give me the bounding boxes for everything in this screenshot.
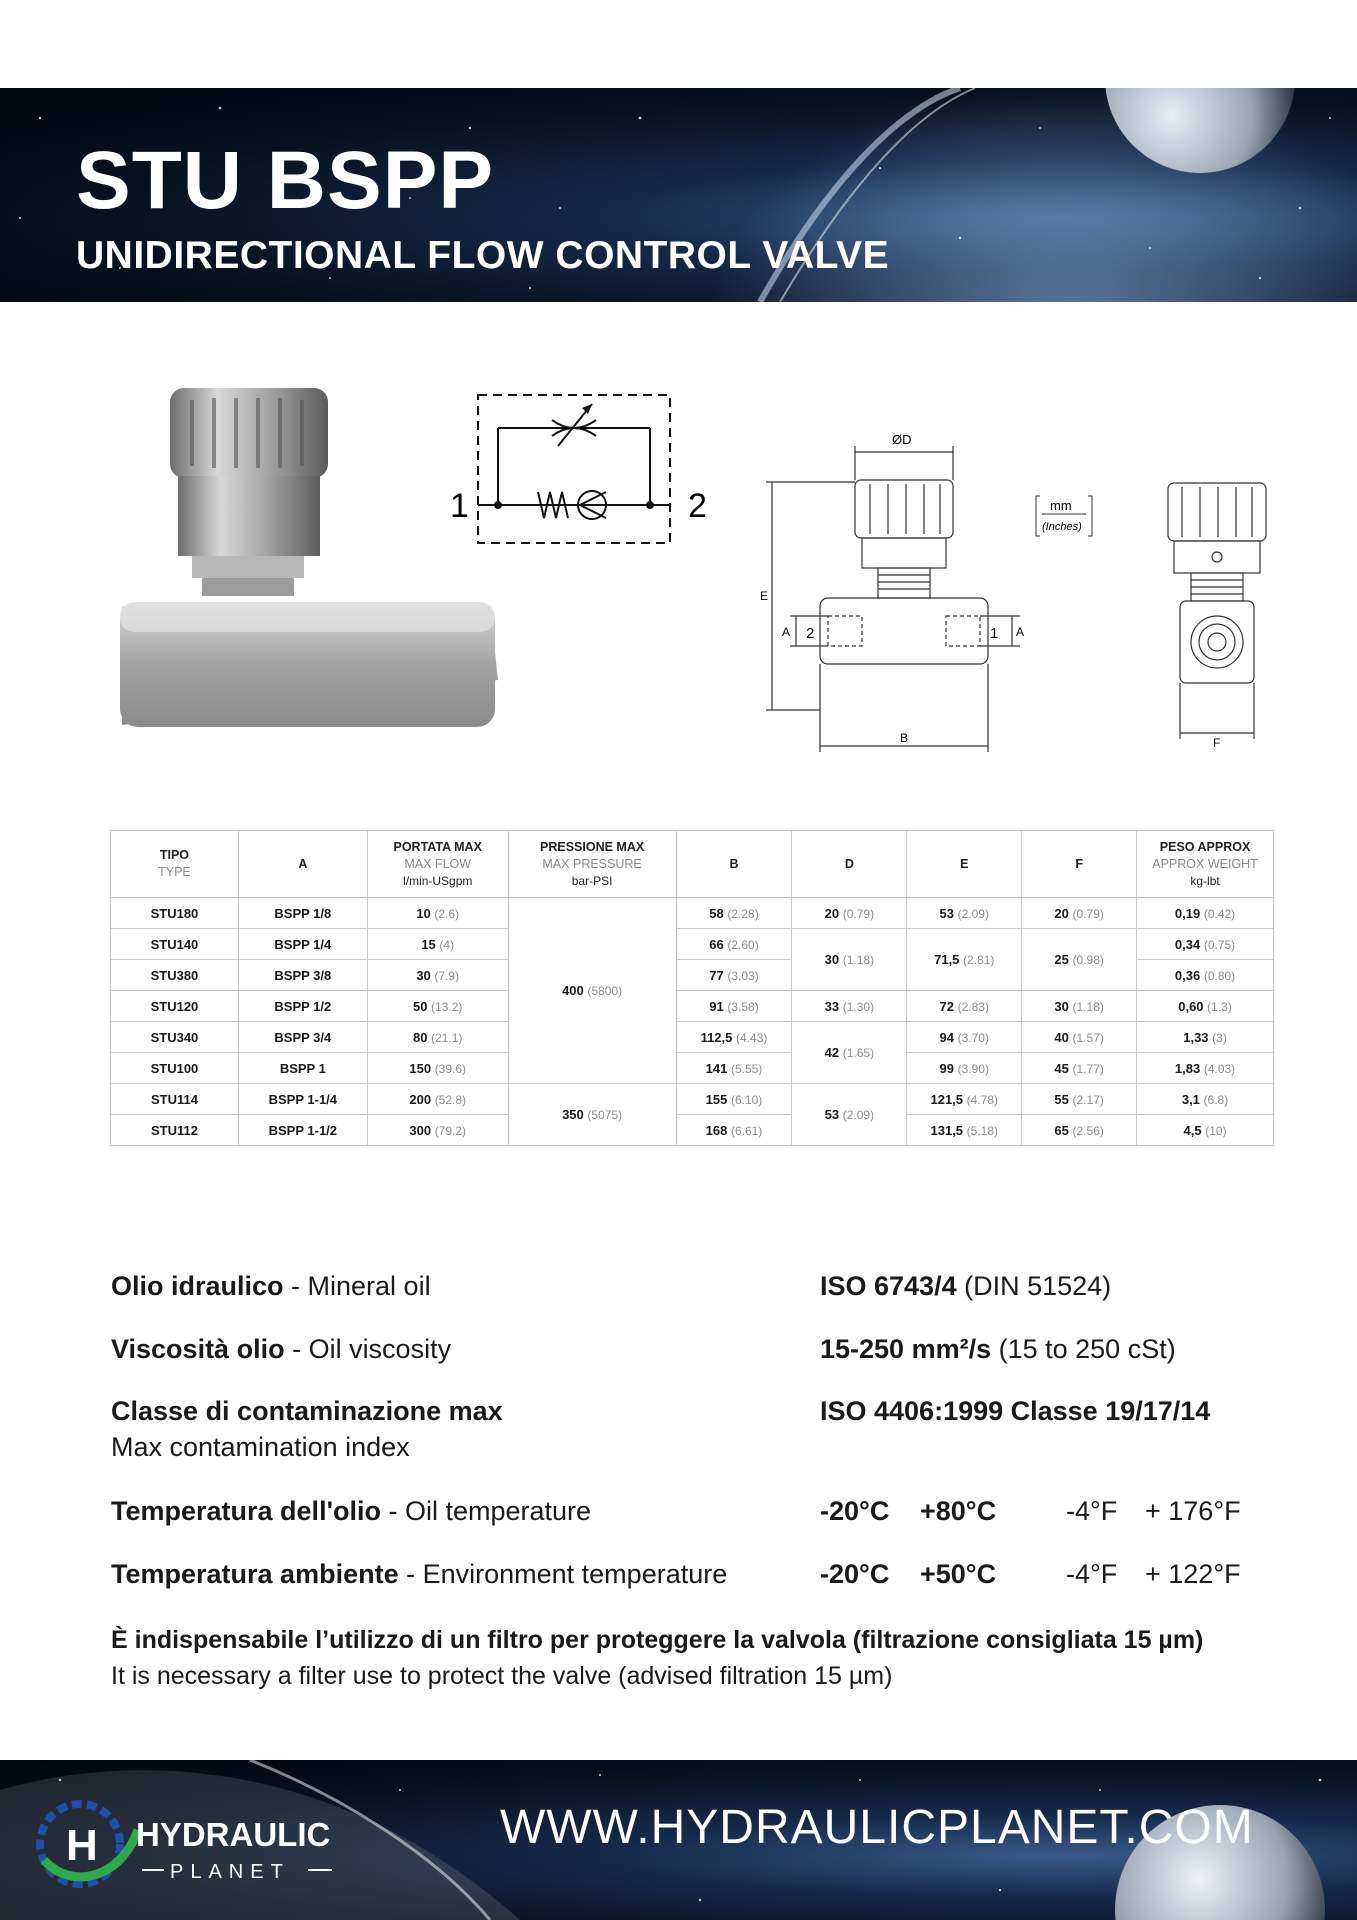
filter-note — [111, 1622, 1203, 1694]
table-header-row — [111, 831, 1274, 898]
footer-banner — [0, 1760, 1357, 1920]
dim-e-label: E — [760, 589, 769, 603]
dim-a-label-right: A — [1016, 625, 1025, 639]
filter-note-english: It is necessary a filter use to protect the valve (advised filtration 15 µm) — [111, 1662, 893, 1690]
dimension-drawing-front — [750, 430, 1080, 760]
unit-mm-label: mm — [1050, 498, 1072, 513]
col-header-a: A — [238, 831, 367, 898]
dimension-drawing-side — [1160, 475, 1280, 755]
symbol-port-2-label: 2 — [688, 487, 707, 525]
spec-table — [110, 830, 1274, 1146]
filter-note-italian: È indispensabile l’utilizzo di un filtro per proteggere la valvola (filtrazione consigliata 15 µm) — [111, 1626, 1204, 1654]
hydraulic-symbol — [440, 380, 720, 560]
table-row: STU180 BSPP 1/8 10 (2.6) 400 (5800) 58 (2.28) 20 (0.79) 53 (2.09) 20 (0.79) 0,19 (0.42) — [111, 898, 1274, 929]
col-header-b: B — [676, 831, 792, 898]
dim-port-1-label: 1 — [990, 625, 999, 642]
table-row: STU100 BSPP 1 150 (39.6) 141 (5.55) 99 (3.90) 45 (1.77) 1,83 (4.03) — [111, 1053, 1274, 1084]
table-row: STU114 BSPP 1-1/4 200 (52.8) 350 (5075) 155 (6.10) 53 (2.09) 121,5 (4.78) 55 (2.17) 3,1 (6.8) — [111, 1084, 1274, 1115]
header-banner — [0, 88, 1357, 302]
hydraulic-planet-logo — [30, 1790, 360, 1890]
col-header-pressure: PRESSIONE MAX MAX PRESSURE bar-PSI — [508, 831, 676, 898]
table-row: STU140 BSPP 1/4 15 (4) 66 (2.60) 30 (1.18) 71,5 (2.81) 25 (0.98) 0,34 (0.75) — [111, 929, 1274, 960]
dim-b-label: B — [900, 731, 909, 745]
col-header-e: E — [907, 831, 1022, 898]
logo-text-bottom: PLANET — [170, 1861, 290, 1883]
dim-f-label: F — [1213, 736, 1221, 750]
dim-a-label-left: A — [782, 625, 791, 639]
dim-d-label: ØD — [892, 432, 912, 447]
website-url[interactable]: WWW.HYDRAULICPLANET.COM — [500, 1801, 1254, 1854]
symbol-port-1-label: 1 — [450, 487, 469, 525]
col-header-weight: PESO APPROX APPROX WEIGHT kg-lbt — [1137, 831, 1274, 898]
table-row: STU340 BSPP 3/4 80 (21.1) 112,5 (4.43) 42 (1.65) 94 (3.70) 40 (1.57) 1,33 (3) — [111, 1022, 1274, 1053]
table-row: STU112 BSPP 1-1/2 300 (79.2) 168 (6.61) 131,5 (5.18) 65 (2.56) 4,5 (10) — [111, 1115, 1274, 1146]
pressure-cell-350: 350 (5075) — [508, 1084, 676, 1146]
col-header-type: TIPO TYPE — [111, 831, 239, 898]
dim-port-2-label: 2 — [806, 625, 815, 642]
col-header-d: D — [792, 831, 907, 898]
unit-inches-label: (Inches) — [1042, 521, 1082, 533]
col-header-flow: PORTATA MAX MAX FLOW l/min-USgpm — [367, 831, 508, 898]
logo-text-top: HYDRAULIC — [136, 1816, 331, 1853]
table-row: STU120 BSPP 1/2 50 (13.2) 91 (3.58) 33 (1.30) 72 (2.83) 30 (1.18) 0,60 (1.3) — [111, 991, 1274, 1022]
pressure-cell-400: 400 (5800) — [508, 898, 676, 1084]
page-subtitle: UNIDIRECTIONAL FLOW CONTROL VALVE — [76, 234, 890, 277]
page-title: STU BSPP — [76, 135, 495, 226]
col-header-f: F — [1022, 831, 1137, 898]
table-row: STU380 BSPP 3/8 30 (7.9) 77 (3.03) 0,36 (0.80) — [111, 960, 1274, 991]
svg-text:H: H — [66, 1821, 98, 1870]
unit-legend — [1034, 494, 1094, 538]
